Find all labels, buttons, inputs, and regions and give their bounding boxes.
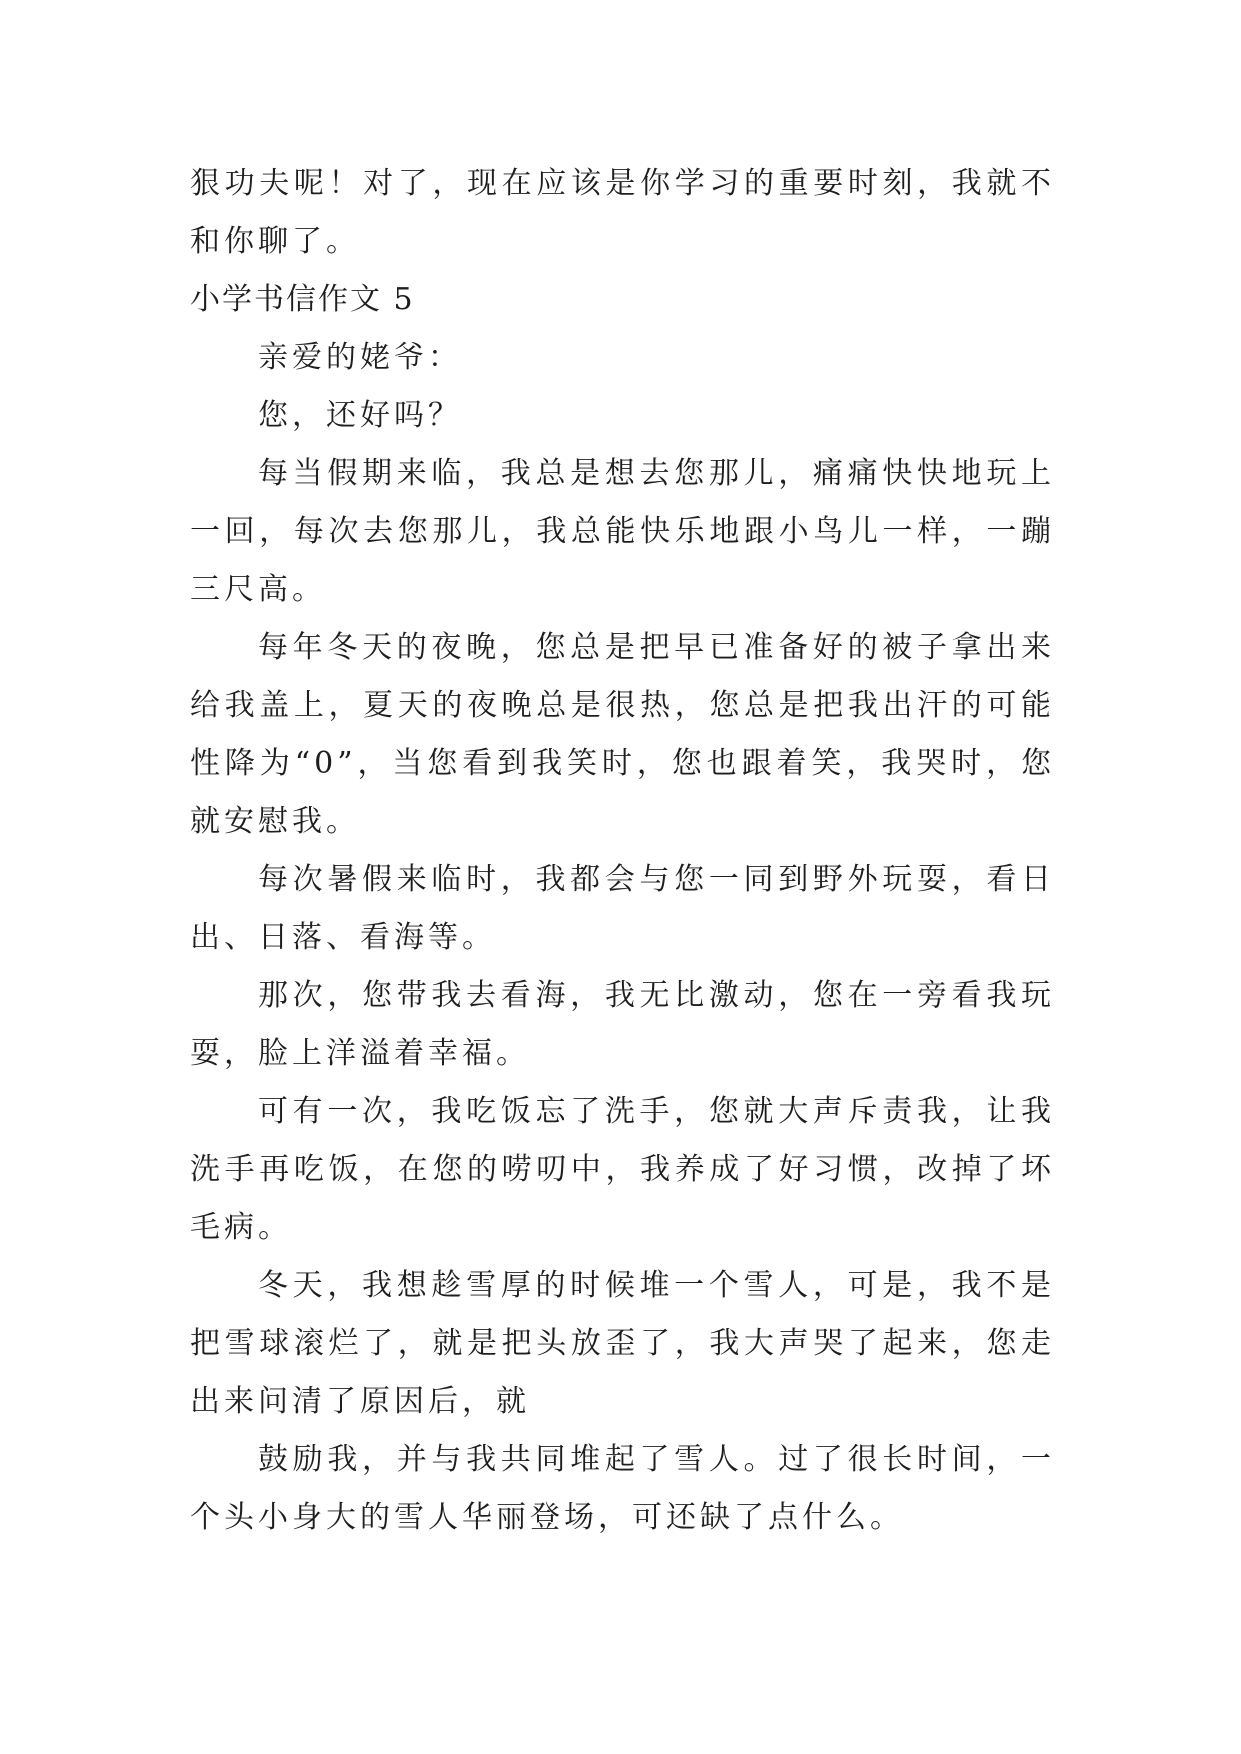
body-paragraph: 每当假期来临，我总是想去您那儿，痛痛快快地玩上一回，每次去您那儿，我总能快乐地跟小鸟儿一样，一蹦三尺高。 — [190, 456, 1055, 607]
letter-greeting: 您，还好吗？ — [258, 398, 462, 433]
body-paragraph: 那次，您带我去看海，我无比激动，您在一旁看我玩耍，脸上洋溢着幸福。 — [190, 978, 1055, 1071]
body-paragraph: 可有一次，我吃饭忘了洗手，您就大声斥责我，让我洗手再吃饭，在您的唠叨中，我养成了好习惯，改掉了坏毛病。 — [190, 1094, 1055, 1245]
body-paragraph: 冬天，我想趁雪厚的时候堆一个雪人，可是，我不是把雪球滚烂了，就是把头放歪了，我大声哭了起来，您走出来问清了原因后，就 — [190, 1268, 1055, 1419]
body-paragraph: 每年冬天的夜晚，您总是把早已准备好的被子拿出来给我盖上，夏天的夜晚总是很热，您总是把我出汗的可能性降为“0”，当您看到我笑时，您也跟着笑，我哭时，您就安慰我。 — [190, 630, 1055, 839]
letter-salutation: 亲爱的姥爷： — [258, 340, 462, 375]
document-body — [190, 155, 1055, 1547]
continuation-paragraph: 狠功夫呢！对了，现在应该是你学习的重要时刻，我就不和你聊了。 — [190, 166, 1055, 259]
body-paragraph: 每次暑假来临时，我都会与您一同到野外玩耍，看日出、日落、看海等。 — [190, 862, 1055, 955]
body-paragraph: 鼓励我，并与我共同堆起了雪人。过了很长时间，一个头小身大的雪人华丽登场，可还缺了点什么。 — [190, 1442, 1055, 1535]
section-title: 小学书信作文 5 — [190, 282, 415, 317]
